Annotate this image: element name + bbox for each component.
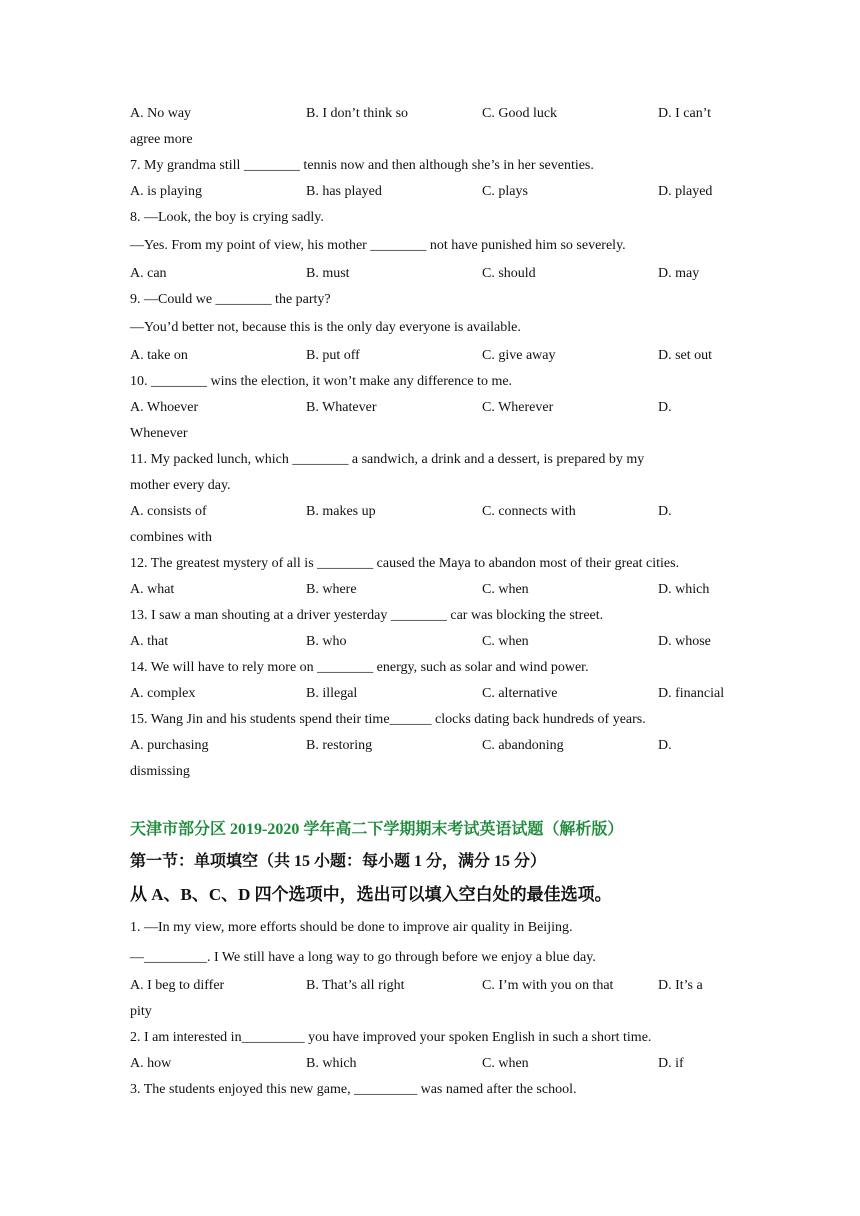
- question-stem-q7: 7. My grandma still ________ tennis now and then although she’s in her seventies.: [130, 158, 594, 173]
- document-title: 天津市部分区 2019-2020 学年高二下学期期末考试英语试题（解析版）: [130, 821, 624, 838]
- option-a: A. No way: [130, 106, 192, 121]
- question-stem-q9: 9. —Could we ________ the party?: [130, 292, 331, 307]
- option-a: A. Whoever: [130, 400, 199, 415]
- option-c: C. I’m with you on that: [482, 978, 614, 993]
- option-a: A. how: [130, 1056, 172, 1071]
- question-stem-1: 1. —In my view, more efforts should be done to improve air quality in Beijing.: [130, 920, 573, 935]
- question-stem-q10: 10. ________ wins the election, it won’t make any difference to me.: [130, 374, 513, 389]
- option-b: B. put off: [306, 348, 360, 363]
- options-row-q13: [130, 629, 740, 655]
- option-c: C. should: [482, 266, 536, 281]
- option-a: A. purchasing: [130, 738, 209, 753]
- option-c: C. connects with: [482, 504, 576, 519]
- option-d: D. which: [658, 582, 710, 597]
- option-b: B. who: [306, 634, 347, 649]
- option-c: C. Wherever: [482, 400, 554, 415]
- options-row-q14: [130, 681, 740, 707]
- options-row-q11: [130, 499, 740, 525]
- option-a: A. what: [130, 582, 175, 597]
- option-c: C. alternative: [482, 686, 558, 701]
- option-b: B. which: [306, 1056, 357, 1071]
- option-wrap-q15: dismissing: [130, 764, 190, 779]
- option-b: B. where: [306, 582, 357, 597]
- option-d: D. I can’t: [658, 106, 711, 121]
- question-stem-q13: 13. I saw a man shouting at a driver yesterday ________ car was blocking the street.: [130, 608, 604, 623]
- option-a: A. that: [130, 634, 169, 649]
- option-c: C. when: [482, 1056, 529, 1071]
- option-a: A. complex: [130, 686, 196, 701]
- option-wrap-q11: combines with: [130, 530, 213, 545]
- option-b: B. makes up: [306, 504, 376, 519]
- options-row-q15: [130, 733, 740, 759]
- option-d: D. whose: [658, 634, 711, 649]
- option-b: B. has played: [306, 184, 382, 199]
- option-c: C. when: [482, 582, 529, 597]
- option-c: C. abandoning: [482, 738, 564, 753]
- section-gap: [130, 785, 740, 813]
- options-row-q10: [130, 395, 740, 421]
- option-d: D.: [658, 400, 672, 415]
- question-stem-3: 3. The students enjoyed this new game, _________ was named after the school.: [130, 1082, 577, 1097]
- option-b: B. illegal: [306, 686, 358, 701]
- option-b: B. restoring: [306, 738, 373, 753]
- options-row-q12: [130, 577, 740, 603]
- options-row-q9: [130, 343, 740, 369]
- option-a: A. consists of: [130, 504, 207, 519]
- options-row-2: [130, 1051, 740, 1077]
- option-c: C. when: [482, 634, 529, 649]
- section-heading: 第一节：单项填空（共 15 小题：每小题 1 分，满分 15 分）: [130, 853, 547, 870]
- question-stem2-q11: mother every day.: [130, 478, 231, 493]
- option-b: B. must: [306, 266, 350, 281]
- options-row-1: [130, 973, 740, 999]
- options-row-q8: [130, 261, 740, 287]
- option-a: A. can: [130, 266, 167, 281]
- option-d: D. may: [658, 266, 700, 281]
- option-b: B. Whatever: [306, 400, 377, 415]
- option-a: A. take on: [130, 348, 188, 363]
- option-d: D.: [658, 504, 672, 519]
- option-wrap-q6: agree more: [130, 132, 193, 147]
- option-d: D. set out: [658, 348, 713, 363]
- question-stem-q15: 15. Wang Jin and his students spend their time______ clocks dating back hundreds of years.: [130, 712, 646, 727]
- document-page: [130, 101, 740, 1103]
- option-wrap-1: pity: [130, 1004, 152, 1019]
- options-row-q6: [130, 101, 740, 127]
- question-stem-q14: 14. We will have to rely more on ________ energy, such as solar and wind power.: [130, 660, 589, 675]
- option-c: C. Good luck: [482, 106, 558, 121]
- option-d: D. It’s a: [658, 978, 703, 993]
- option-a: A. I beg to differ: [130, 978, 225, 993]
- option-wrap-q10: Whenever: [130, 426, 188, 441]
- question-stem-2: 2. I am interested in_________ you have improved your spoken English in such a short time.: [130, 1030, 652, 1045]
- option-b: B. That’s all right: [306, 978, 405, 993]
- option-d: D. financial: [658, 686, 725, 701]
- question-stem2-q9: —You’d better not, because this is the only day everyone is available.: [130, 320, 521, 335]
- options-row-q7: [130, 179, 740, 205]
- option-c: C. give away: [482, 348, 556, 363]
- option-d: D. played: [658, 184, 713, 199]
- question-stem2-q8: —Yes. From my point of view, his mother ________ not have punished him so severely.: [130, 238, 626, 253]
- option-b: B. I don’t think so: [306, 106, 409, 121]
- directions: 从 A、B、C、D 四个选项中，选出可以填入空白处的最佳选项。: [130, 885, 612, 904]
- question-stem-q8: 8. —Look, the boy is crying sadly.: [130, 210, 324, 225]
- question-stem-q12: 12. The greatest mystery of all is ________ caused the Maya to abandon most of their great cities.: [130, 556, 680, 571]
- option-a: A. is playing: [130, 184, 202, 199]
- question-stem2-1: —_________. I We still have a long way to go through before we enjoy a blue day.: [130, 950, 596, 965]
- question-stem-q11: 11. My packed lunch, which ________ a sandwich, a drink and a dessert, is prepared by my: [130, 452, 645, 467]
- option-d: D. if: [658, 1056, 684, 1071]
- option-d: D.: [658, 738, 672, 753]
- option-c: C. plays: [482, 184, 528, 199]
